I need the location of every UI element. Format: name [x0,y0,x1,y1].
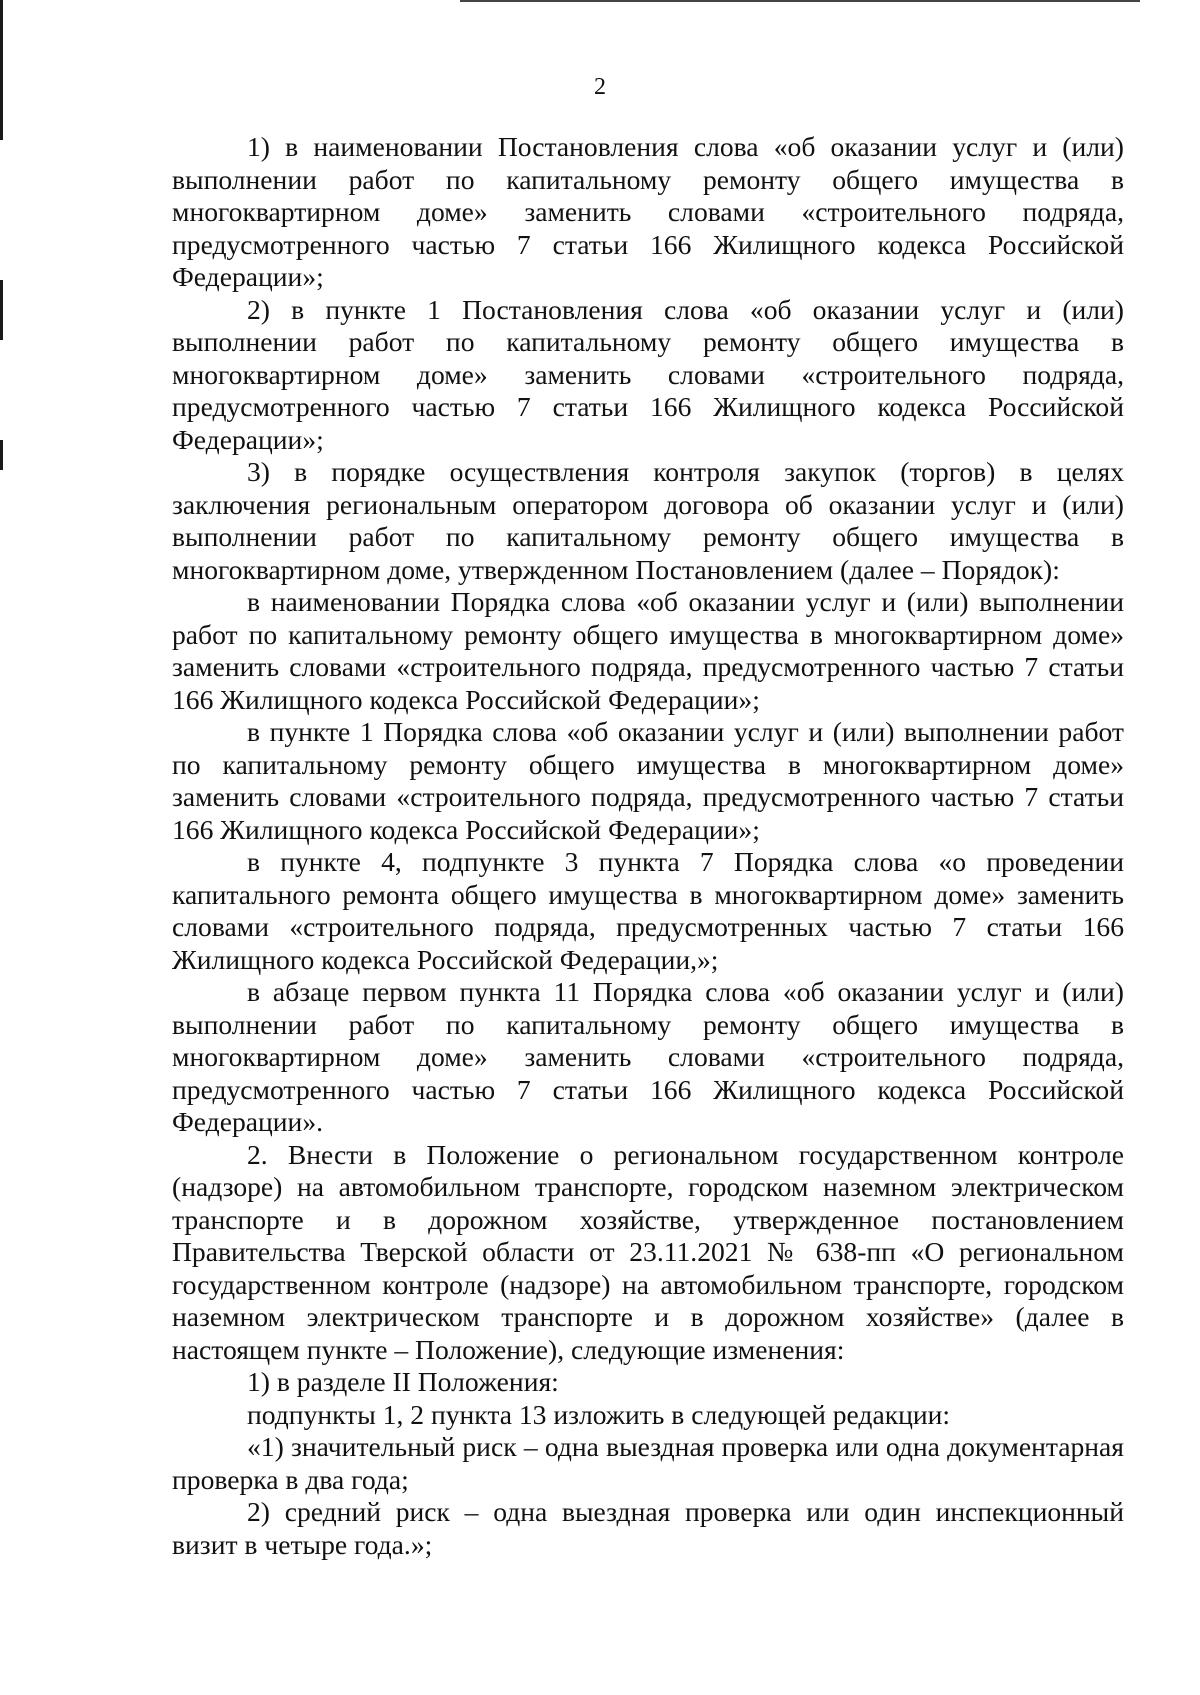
paragraph: 3) в порядке осуществления контроля закупок (торгов) в целях заключения региональным оператором договора об оказании услуг и (или) выполнении работ по капитальному ремонту общего имущества в многоквартирном доме, утвержденном Постановлением (далее – Порядок): [172,456,1124,585]
page-number: 2 [594,74,606,100]
paragraph: 1) в наименовании Постановления слова «об оказании услуг и (или) выполнении работ по капитальному ремонту общего имущества в многоквартирном доме» заменить словами «строительного подряда, предусмотренного частью 7 статьи 166 Жилищного кодекса Российской Федерации»; [172,131,1124,292]
paragraph: «1) значительный риск – одна выездная проверка или одна документарная проверка в два года; [172,1431,1124,1495]
scan-edge-mark [0,440,3,470]
paragraph: подпункты 1, 2 пункта 13 изложить в следующей редакции: [247,1398,951,1430]
scan-edge-mark [0,0,3,140]
paragraph: в пункте 1 Порядка слова «об оказании услуг и (или) выполнении работ по капитальному ремонту общего имущества в многоквартирном доме» заменить словами «строительного подряда, предусмотренного частью 7 статьи 166 Жилищного кодекса Российской Федерации»; [172,716,1124,845]
document-body [172,131,1124,1561]
paragraph: в пункте 4, подпункте 3 пункта 7 Порядка слова «о проведении капитального ремонта общего имущества в многоквартирном доме» заменить словами «строительного подряда, предусмотренных частью 7 статьи 166 Жилищного кодекса Российской Федерации,»; [172,846,1124,975]
paragraph: 2) средний риск – одна выездная проверка или один инспекционный визит в четыре года.»; [172,1496,1124,1560]
paragraph: 2. Внести в Положение о региональном государственном контроле (надзоре) на автомобильном транспорте, городском наземном электрическом транспорте и в дорожном хозяйстве, утвержденное постановлением Правительства Тверской области от 23.11.2021 № 638-пп «О региональном государственном контроле (надзоре) на автомобильном транспорте, городском наземном электрическом транспорте и в дорожном хозяйстве» (далее в настоящем пункте – Положение), следующие изменения: [172,1138,1124,1365]
scan-edge-mark [0,280,3,340]
paragraph: 1) в разделе II Положения: [247,1366,559,1397]
paragraph: в абзаце первом пункта 11 Порядка слова «об оказании услуг и (или) выполнении работ по капитальному ремонту общего имущества в многоквартирном доме» заменить словами «строительного подряда, предусмотренного частью 7 статьи 166 Жилищного кодекса Российской Федерации». [172,976,1124,1137]
paragraph: 2) в пункте 1 Постановления слова «об оказании услуг и (или) выполнении работ по капитальному ремонту общего имущества в многоквартирном доме» заменить словами «строительного подряда, предусмотренного частью 7 статьи 166 Жилищного кодекса Российской Федерации»; [172,293,1124,455]
scan-edge-mark [460,0,1140,2]
paragraph: в наименовании Порядка слова «об оказании услуг и (или) выполнении работ по капитальному ремонту общего имущества в многоквартирном доме» заменить словами «строительного подряда, предусмотренного частью 7 статьи 166 Жилищного кодекса Российской Федерации»; [172,586,1124,715]
